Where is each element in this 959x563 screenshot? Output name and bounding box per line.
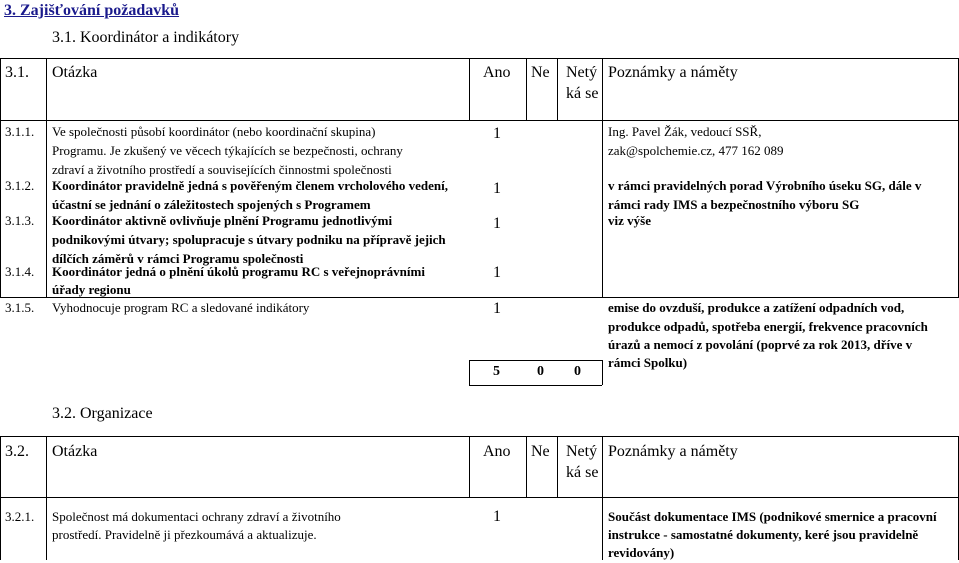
header-number: 3.2.: [5, 443, 29, 460]
header-ne: Ne: [531, 443, 550, 460]
row-note-line: produkce odpadů, spotřeba energií, frekvence pracovních: [608, 319, 928, 334]
header-question: Otázka: [52, 64, 98, 81]
header-ano: Ano: [483, 64, 511, 81]
row-number: 3.1.2.: [5, 178, 35, 193]
row-question-line: dílčích záměrů v rámci Programu společnosti: [52, 251, 304, 266]
header-netyka-line2: ká se: [566, 85, 599, 102]
subsection-title-koordinator: 3.1. Koordinátor a indikátory: [52, 29, 240, 46]
row-ano-value: 1: [493, 264, 501, 281]
header-netyka-line1: Netý: [566, 64, 598, 81]
row-note-line: rámci rady IMS a bezpečnostního výboru SG: [608, 197, 860, 212]
row-question-line: Společnost má dokumentaci ochrany zdraví a životního: [52, 509, 341, 524]
row-question-line: úřady regionu: [52, 282, 131, 297]
row-number: 3.1.5.: [5, 300, 35, 315]
row-note-line: Součást dokumentace IMS (podnikové smernice a pracovní: [608, 509, 937, 524]
header-notes: Poznámky a náměty: [608, 443, 738, 460]
header-question: Otázka: [52, 443, 98, 460]
row-ano-value: 1: [493, 180, 501, 197]
row-note-line: emise do ovzduší, produkce a zatížení odpadních vod,: [608, 300, 905, 315]
row-note-line: Ing. Pavel Žák, vedoucí SSŘ,: [608, 124, 762, 139]
row-note-line: revidovány): [608, 545, 675, 560]
section-title: 3. Zajišťování požadavků: [4, 2, 180, 19]
row-question-line: účastní se jednání o záležitostech spojených s Programem: [52, 197, 371, 212]
header-ne: Ne: [531, 64, 550, 81]
row-question-line: Koordinátor aktivně ovlivňuje plnění Programu jednotlivými: [52, 213, 393, 228]
subsection-title-organizace: 3.2. Organizace: [52, 405, 153, 422]
total-ano: 5: [493, 364, 500, 379]
row-question-line: Koordinátor jedná o plnění úkolů programu RC s veřejnoprávními: [52, 264, 425, 279]
row-number: 3.1.4.: [5, 264, 35, 279]
row-ano-value: 1: [493, 300, 501, 317]
row-question-line: Vyhodnocuje program RC a sledované indikátory: [52, 300, 310, 315]
row-number: 3.2.1.: [5, 509, 35, 524]
row-ano-value: 1: [493, 508, 501, 525]
row-question-line: Programu. Je zkušený ve věcech týkajících se bezpečnosti, ochrany: [52, 143, 403, 158]
row-note-line: instrukce - samostatné dokumenty, keré jsou pravidelně: [608, 527, 919, 542]
row-ano-value: 1: [493, 215, 501, 232]
header-netyka-line1: Netý: [566, 443, 598, 460]
row-question-line: Ve společnosti působí koordinátor (nebo koordinační skupina): [52, 124, 376, 139]
row-question-line: Koordinátor pravidelně jedná s pověřeným členem vrcholového vedení,: [52, 178, 448, 193]
row-number: 3.1.1.: [5, 124, 35, 139]
row-note-line: úrazů a nemocí z povolání (poprvé za rok 2013, dříve v: [608, 337, 913, 352]
row-number: 3.1.3.: [5, 213, 35, 228]
row-question-line: prostředí. Pravidelně ji přezkoumává a aktualizuje.: [52, 527, 317, 542]
row-note-line: rámci Spolku): [608, 355, 688, 370]
total-ne: 0: [537, 364, 544, 379]
row-ano-value: 1: [493, 125, 501, 142]
header-ano: Ano: [483, 443, 511, 460]
row-note-line: zak@spolchemie.cz, 477 162 089: [608, 143, 784, 158]
row-note-line: v rámci pravidelných porad Výrobního úseku SG, dále v: [608, 178, 922, 193]
row-question-line: podnikovými útvary; spolupracuje s útvary podniku na přípravě jejich: [52, 232, 446, 247]
row-question-line: zdraví a životního prostředí a souvisejících činnostmi společnosti: [52, 162, 392, 177]
header-number: 3.1.: [5, 64, 29, 81]
row-note-line: viz výše: [608, 213, 651, 228]
header-notes: Poznámky a náměty: [608, 64, 738, 81]
header-netyka-line2: ká se: [566, 464, 599, 481]
total-netyka: 0: [574, 364, 581, 379]
